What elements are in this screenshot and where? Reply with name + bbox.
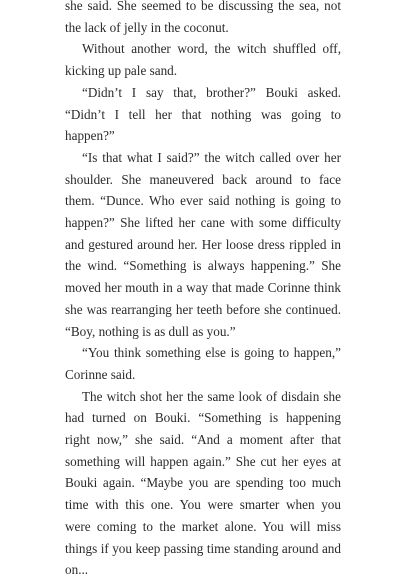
body-text bbox=[65, 0, 341, 581]
paragraph: she said. She seemed to be discussing the sea, not the lack of jelly in the coconut. bbox=[65, 0, 341, 35]
paragraph: “Is that what I said?” the witch called over her shoulder. She maneuvered back around to face them. “Dunce. Who ever said nothing is going to happen?” She lifted her cane with some difficulty and gestured around her. Her loose dress rippled in the wind. “Something is always happening.” She moved her mouth in a way that made Corinne think she was rearranging her teeth before she continued. “Boy, nothing is as dull as you.” bbox=[65, 149, 341, 339]
paragraph: Without another word, the witch shuffled off, kicking up pale sand. bbox=[65, 41, 341, 79]
paragraph: “You think something else is going to happen,” Corinne said. bbox=[65, 345, 341, 382]
paragraph: “Didn’t I say that, brother?” Bouki asked. “Didn’t I tell her that nothing was going to happen?” bbox=[65, 84, 341, 144]
paragraph: The witch shot her the same look of disdain she had turned on Bouki. “Something is happening right now,” she said. “And a moment after that something will happen again.” She cut her eyes at Bouki again. “Maybe you are spending too much time with this one. You were smarter when you were coming to the market alone. You will miss things if you keep passing time standing around and on... bbox=[65, 388, 341, 578]
